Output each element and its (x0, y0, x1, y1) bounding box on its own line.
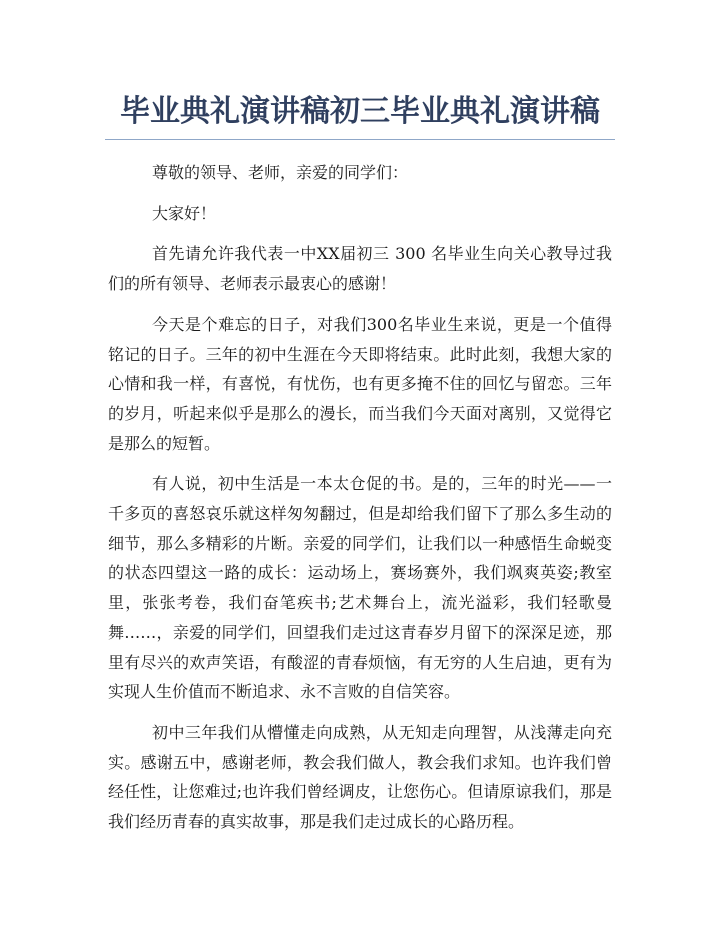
title-underline (105, 139, 615, 140)
paragraph-greeting: 大家好！ (152, 203, 217, 223)
paragraph-salutation: 尊敬的领导、老师，亲爱的同学们： (152, 163, 409, 182)
paragraph-memorable-day: 今天是个难忘的日子，对我们300名毕业生来说，更是一个值得铭记的日子。三年的初中生涯在今天即将结束。此时此刻，我想大家的心情和我一样，有喜悦，有忧伤，也有更多掩不住的回忆与留恋。三年的岁月，听起来似乎是那么的漫长，而当我们今天面对离别，又觉得它是那么的短暂。 (108, 314, 612, 453)
paragraph-school-life: 有人说，初中生活是一本太仓促的书。是的，三年的时光——一千多页的喜怒哀乐就这样匆匆翻过，但是却给我们留下了那么多生动的细节，那么多精彩的片断。亲爱的同学们，让我们以一种感悟生命蜕变的状态四望这一路的成长：运动场上，赛场赛外，我们飒爽英姿;教室里，张张考卷，我们奋笔疾书;艺术舞台上，流光溢彩，我们轻歌曼舞……，亲爱的同学们，回望我们走过这青春岁月留下的深深足迹，那里有尽兴的欢声笑语，有酸涩的青春烦恼，有无穷的人生启迪，更有为实现人生价值而不断追求、永不言败的自信笑容。 (108, 474, 612, 702)
document-title: 毕业典礼演讲稿初三毕业典礼演讲稿 (120, 94, 600, 129)
paragraph-growth: 初中三年我们从懵懂走向成熟，从无知走向理智，从浅薄走向充实。感谢五中，感谢老师，教会我们做人，教会我们求知。也许我们曾经任性，让您难过;也许我们曾经调皮，让您伤心。但请原谅我们，那是我们经历青春的真实故事，那是我们走过成长的心路历程。 (108, 722, 612, 832)
paragraph-thanks: 首先请允许我代表一中XX届初三 300 名毕业生向关心教导过我们的所有领导、老师表示最衷心的感谢！ (108, 244, 612, 294)
document-body (108, 158, 612, 848)
